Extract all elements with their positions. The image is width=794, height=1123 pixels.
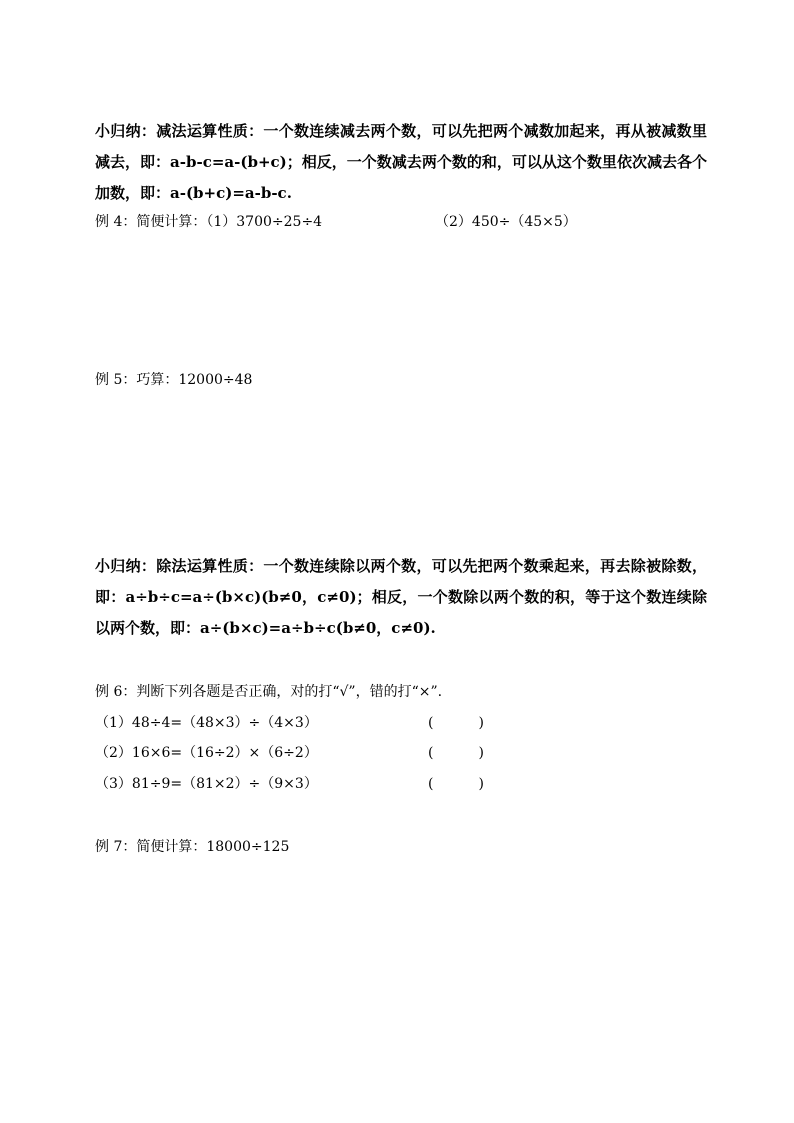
answer-blank-open: (	[428, 745, 434, 761]
answer-blank-close: )	[478, 715, 484, 731]
answer-blank-3[interactable]	[428, 774, 484, 794]
division-summary: 小归纳：除法运算性质：一个数连续除以两个数，可以先把两个数乘起来，再去除被除数，即：a÷b÷c=a÷(b×c)(b≠0，c≠0)；相反，一个数除以两个数的积，等于这个数连续除以两个数，即：a÷(b×c)=a÷b÷c(b≠0，c≠0).	[95, 557, 707, 637]
example-5-label: 例 5：巧算：12000÷48	[95, 372, 253, 388]
answer-blank-1[interactable]	[428, 713, 484, 733]
answer-blank-open: (	[428, 715, 434, 731]
subtraction-summary: 小归纳：减法运算性质：一个数连续减去两个数，可以先把两个减数加起来，再从被减数里减去，即：a-b-c=a-(b+c)；相反，一个数减去两个数的和，可以从这个数里依次减去各个加数，即：a-(b+c)=a-b-c.	[95, 122, 707, 202]
judgment-item-2: （2）16×6=（16÷2）×（6÷2）	[95, 745, 318, 761]
example-6-label: 例 6：判断下列各题是否正确，对的打“√”，错的打“×”.	[95, 684, 443, 700]
answer-blank-open: (	[428, 776, 434, 792]
answer-blank-2[interactable]	[428, 743, 484, 763]
judgment-item-3: （3）81÷9=（81×2）÷（9×3）	[95, 776, 318, 792]
answer-blank-close: )	[478, 745, 484, 761]
judgment-item-1: （1）48÷4=（48×3）÷（4×3）	[95, 715, 318, 731]
example-4-part-2: （2）450÷（45×5）	[435, 214, 577, 230]
answer-blank-close: )	[478, 776, 484, 792]
example-7-label: 例 7：简便计算：18000÷125	[95, 839, 290, 855]
example-4-label: 例 4：简便计算：（1）3700÷25÷4	[95, 214, 323, 230]
